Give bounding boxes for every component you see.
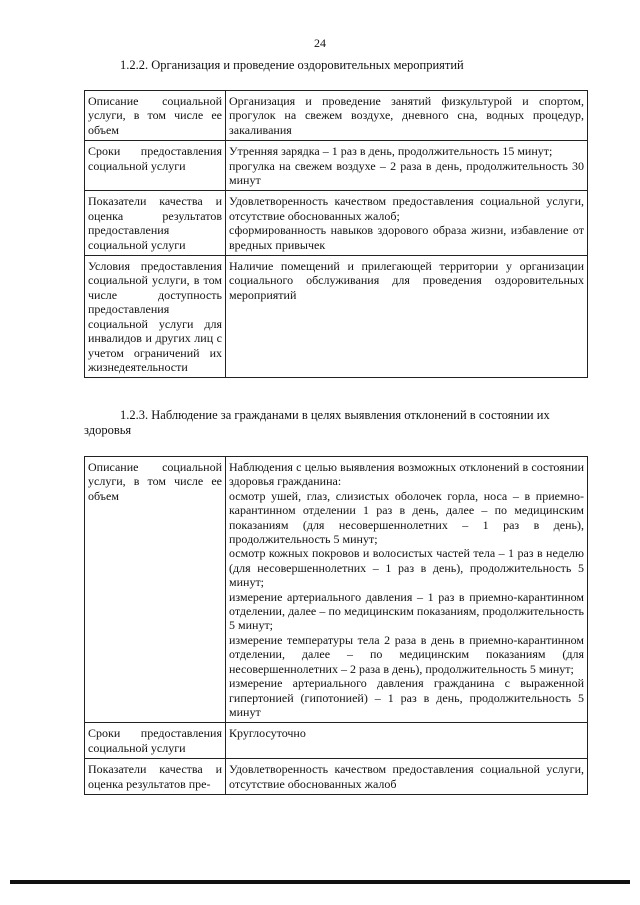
content-line: Организация и проведение занятий физкультурой и спортом, прогулок на свежем воздухе, дневного сна, водных процедур, закаливания: [229, 94, 584, 137]
row-content: [226, 141, 588, 191]
row-content: [226, 759, 588, 795]
row-content: [226, 191, 588, 256]
service-table-1-2-3: [84, 456, 588, 795]
table-row: [85, 141, 588, 191]
page-number: 24: [314, 36, 326, 50]
content-line: измерение артериального давления – 1 раз в приемно-карантинном отделении, далее – по медицинским показаниям, продолжительность 5 минут;: [229, 589, 584, 633]
content-line: Утренняя зарядка – 1 раз в день, продолжительность 15 минут;: [229, 144, 553, 159]
row-label: Сроки предоставления социальной услуги: [85, 723, 226, 759]
content-line: Удовлетворенность качеством предоставления социальной услуги, отсутствие обоснованных жалоб: [229, 762, 584, 791]
content-line: Наблюдения с целью выявления возможных отклонений в состоянии здоровья гражданина:: [229, 460, 584, 489]
content-line: сформированность навыков здорового образа жизни, избавление от вредных привычек: [229, 223, 584, 252]
page-bottom-rule: [10, 880, 630, 884]
table-row: [85, 191, 588, 256]
table-row: [85, 759, 588, 795]
content-line: осмотр ушей, глаз, слизистых оболочек горла, носа – в приемно-карантинном отделении 1 раз в день, далее – по медицинским показаниям (для несовершеннолетних – 1 раз в день), продолжительность 5 минут;: [229, 488, 584, 547]
content-line: прогулка на свежем воздухе – 2 раза в день, продолжительность 30 минут: [229, 158, 584, 188]
service-table-1-2-2: [84, 90, 588, 378]
row-label: Показатели качества и оценка результатов пре-: [85, 759, 226, 795]
table-row: [85, 256, 588, 378]
content-line: осмотр кожных покровов и волосистых частей тела – 1 раз в неделю (для несовершеннолетних – 1 раз в день), продолжительность 5 минут;: [229, 546, 584, 590]
row-content: [226, 457, 588, 723]
row-content: [226, 723, 588, 759]
row-label: Описание социальной услуги, в том числе ее объем: [85, 457, 226, 723]
content-line: Удовлетворенность качеством предоставления социальной услуги, отсутствие обоснованных жалоб;: [229, 194, 584, 223]
table-row: [85, 457, 588, 723]
row-label: Показатели качества и оценка результатов предоставления социальной услуги: [85, 191, 226, 256]
table-row: [85, 91, 588, 141]
content-line: Наличие помещений и прилегающей территории у организации социального обслуживания для проведения оздоровительных мероприятий: [229, 259, 584, 302]
row-label: Описание социальной услуги, в том числе ее объем: [85, 91, 226, 141]
row-label: Сроки предоставления социальной услуги: [85, 141, 226, 191]
content-line: измерение артериального давления гражданина с выраженной гипертонией (гипотонией) – 1 раз в день, продолжительность 5 минут: [229, 676, 584, 719]
content-line: Круглосуточно: [229, 726, 306, 741]
table-row: [85, 723, 588, 759]
row-label: Условия предоставления социальной услуги, в том числе доступность предоставления социальной услуги для инвалидов и других лиц с учетом ограничений их жизнедеятельности: [85, 256, 226, 378]
section-heading-1-2-2: 1.2.2. Организация и проведение оздоровительных мероприятий: [120, 58, 464, 72]
row-content: [226, 256, 588, 378]
section-heading-1-2-3: 1.2.3. Наблюдение за гражданами в целях выявления отклонений в состоянии их здоровья: [84, 408, 550, 437]
row-content: [226, 91, 588, 141]
content-line: измерение температуры тела 2 раза в день в приемно-карантинном отделении, далее – по медицинским показаниям (для несовершеннолетних – 2 раза в день), продолжительность 5 минут;: [229, 632, 584, 676]
